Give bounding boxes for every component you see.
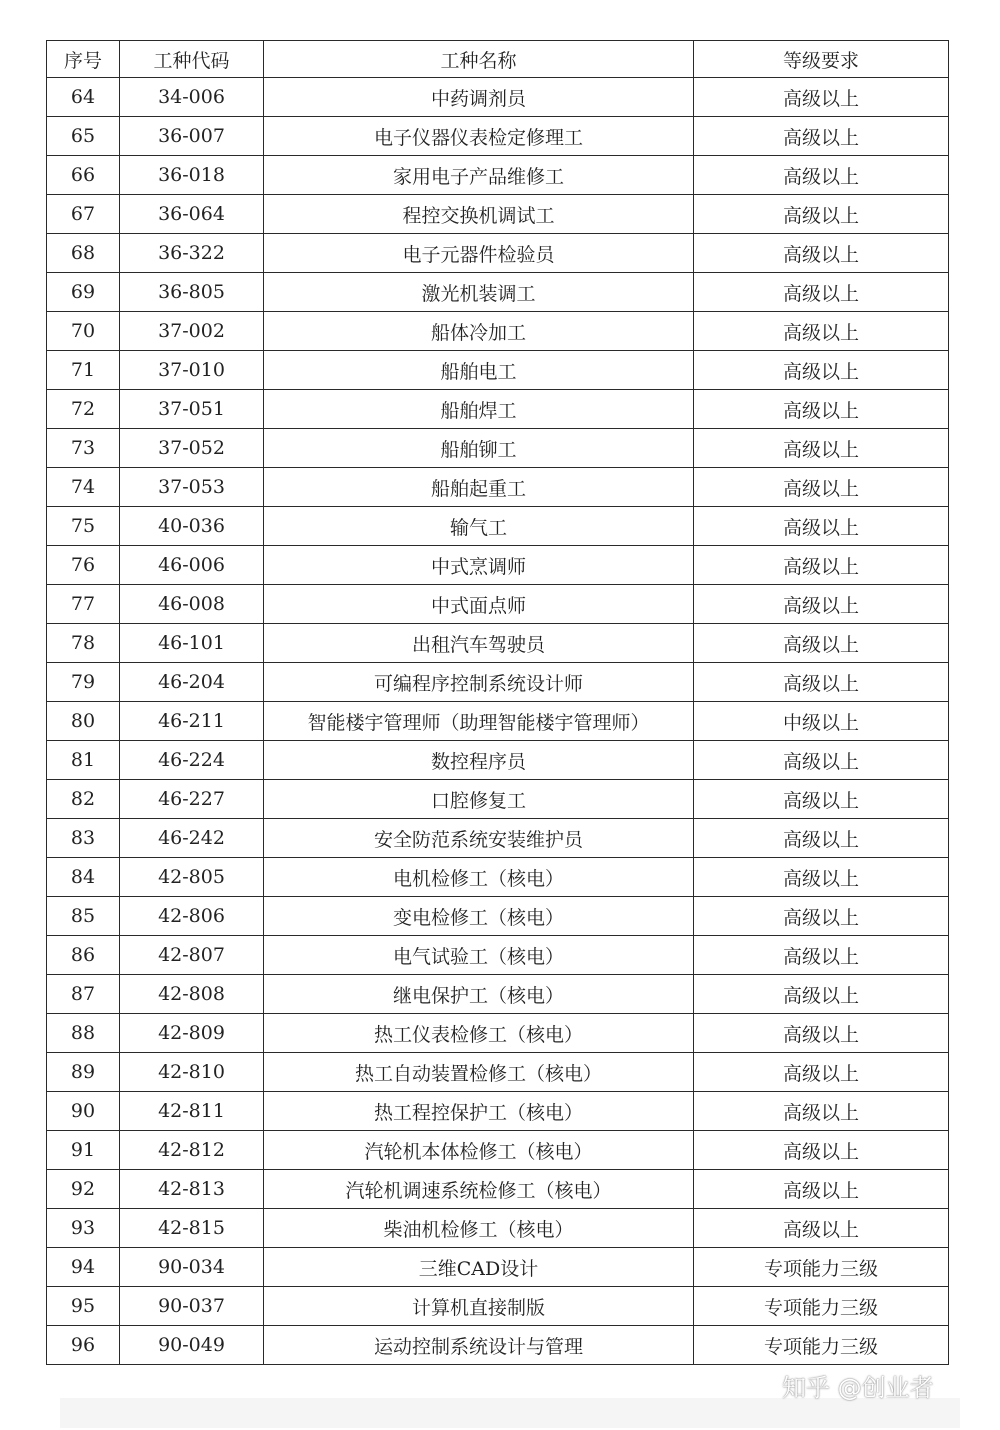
header-index: 序号 [47,41,120,78]
table-row [47,78,949,117]
cell-level: 高级以上 [694,780,949,819]
cell-code: 46-006 [120,546,264,585]
cell-index: 86 [47,936,120,975]
cell-code: 42-810 [120,1053,264,1092]
cell-name: 输气工 [264,507,694,546]
cell-code: 42-808 [120,975,264,1014]
cell-name: 汽轮机本体检修工（核电） [264,1131,694,1170]
cell-name: 电气试验工（核电） [264,936,694,975]
cell-level: 高级以上 [694,936,949,975]
table-row [47,663,949,702]
cell-code: 46-008 [120,585,264,624]
cell-level: 高级以上 [694,624,949,663]
cell-level: 高级以上 [694,663,949,702]
table-row [47,234,949,273]
cell-level: 高级以上 [694,468,949,507]
table-row [47,1170,949,1209]
cell-name: 程控交换机调试工 [264,195,694,234]
cell-level: 高级以上 [694,312,949,351]
cell-index: 75 [47,507,120,546]
table-row [47,1053,949,1092]
table-row [47,390,949,429]
cell-index: 65 [47,117,120,156]
table-row [47,1092,949,1131]
table-row [47,117,949,156]
cell-level: 高级以上 [694,351,949,390]
table-row [47,1287,949,1326]
cell-code: 90-037 [120,1287,264,1326]
cell-level: 专项能力三级 [694,1287,949,1326]
table-row [47,429,949,468]
cell-index: 72 [47,390,120,429]
cell-index: 78 [47,624,120,663]
cell-code: 36-805 [120,273,264,312]
cell-name: 口腔修复工 [264,780,694,819]
table-row [47,975,949,1014]
cell-name: 中式面点师 [264,585,694,624]
table-row [47,702,949,741]
cell-index: 84 [47,858,120,897]
cell-index: 93 [47,1209,120,1248]
table-row [47,897,949,936]
cell-name: 家用电子产品维修工 [264,156,694,195]
cell-level: 高级以上 [694,975,949,1014]
table-row [47,819,949,858]
cell-name: 船舶铆工 [264,429,694,468]
cell-level: 高级以上 [694,1014,949,1053]
cell-code: 46-242 [120,819,264,858]
cell-level: 中级以上 [694,702,949,741]
cell-index: 67 [47,195,120,234]
cell-level: 高级以上 [694,1092,949,1131]
cell-code: 46-227 [120,780,264,819]
cell-index: 77 [47,585,120,624]
cell-code: 36-007 [120,117,264,156]
cell-index: 79 [47,663,120,702]
cell-code: 42-815 [120,1209,264,1248]
cell-name: 中式烹调师 [264,546,694,585]
table-body [47,78,949,1365]
cell-level: 高级以上 [694,546,949,585]
table-row [47,624,949,663]
cell-name: 汽轮机调速系统检修工（核电） [264,1170,694,1209]
cell-code: 37-051 [120,390,264,429]
header-code: 工种代码 [120,41,264,78]
table-row [47,858,949,897]
cell-level: 专项能力三级 [694,1248,949,1287]
cell-name: 船舶起重工 [264,468,694,507]
table-row [47,1131,949,1170]
table-row [47,1209,949,1248]
table-row [47,1326,949,1365]
cell-index: 70 [47,312,120,351]
cell-name: 可编程序控制系统设计师 [264,663,694,702]
cell-name: 电子元器件检验员 [264,234,694,273]
table-row [47,936,949,975]
cell-level: 高级以上 [694,390,949,429]
cell-level: 高级以上 [694,273,949,312]
cell-level: 专项能力三级 [694,1326,949,1365]
cell-code: 36-322 [120,234,264,273]
cell-index: 87 [47,975,120,1014]
table-row [47,156,949,195]
cell-index: 66 [47,156,120,195]
cell-code: 90-034 [120,1248,264,1287]
cell-index: 69 [47,273,120,312]
cell-code: 46-224 [120,741,264,780]
cell-level: 高级以上 [694,117,949,156]
cell-level: 高级以上 [694,507,949,546]
cell-level: 高级以上 [694,819,949,858]
cell-level: 高级以上 [694,1131,949,1170]
cell-index: 88 [47,1014,120,1053]
cell-name: 船舶电工 [264,351,694,390]
cell-name: 船体冷加工 [264,312,694,351]
cell-code: 37-052 [120,429,264,468]
cell-index: 83 [47,819,120,858]
cell-name: 热工仪表检修工（核电） [264,1014,694,1053]
cell-code: 42-807 [120,936,264,975]
cell-code: 42-813 [120,1170,264,1209]
cell-level: 高级以上 [694,741,949,780]
cell-code: 42-806 [120,897,264,936]
cell-code: 34-006 [120,78,264,117]
cell-index: 81 [47,741,120,780]
cell-code: 37-010 [120,351,264,390]
cell-index: 68 [47,234,120,273]
cell-index: 91 [47,1131,120,1170]
table-row [47,1248,949,1287]
table-header-row [47,41,949,78]
cell-level: 高级以上 [694,1170,949,1209]
cell-name: 柴油机检修工（核电） [264,1209,694,1248]
cell-name: 热工程控保护工（核电） [264,1092,694,1131]
cell-index: 92 [47,1170,120,1209]
cell-index: 73 [47,429,120,468]
cell-code: 37-002 [120,312,264,351]
cell-level: 高级以上 [694,897,949,936]
cell-index: 95 [47,1287,120,1326]
watermark-text: 知乎 @创业者 [782,1374,934,1402]
cell-code: 42-812 [120,1131,264,1170]
cell-index: 76 [47,546,120,585]
cell-level: 高级以上 [694,429,949,468]
cell-code: 42-809 [120,1014,264,1053]
cell-code: 36-018 [120,156,264,195]
cell-name: 运动控制系统设计与管理 [264,1326,694,1365]
table-row [47,741,949,780]
cell-code: 40-036 [120,507,264,546]
cell-name: 中药调剂员 [264,78,694,117]
cell-name: 电子仪器仪表检定修理工 [264,117,694,156]
cell-code: 90-049 [120,1326,264,1365]
cell-name: 出租汽车驾驶员 [264,624,694,663]
cell-level: 高级以上 [694,1209,949,1248]
cell-code: 46-101 [120,624,264,663]
cell-index: 94 [47,1248,120,1287]
cell-code: 46-211 [120,702,264,741]
table-row [47,195,949,234]
cell-index: 82 [47,780,120,819]
cell-index: 74 [47,468,120,507]
occupation-table [46,40,949,1365]
cell-name: 智能楼宇管理师（助理智能楼宇管理师） [264,702,694,741]
cell-level: 高级以上 [694,858,949,897]
cell-index: 90 [47,1092,120,1131]
cell-name: 数控程序员 [264,741,694,780]
cell-name: 三维CAD设计 [264,1248,694,1287]
cell-level: 高级以上 [694,585,949,624]
cell-index: 80 [47,702,120,741]
cell-level: 高级以上 [694,195,949,234]
cell-index: 71 [47,351,120,390]
table-row [47,546,949,585]
table-row [47,507,949,546]
cell-level: 高级以上 [694,234,949,273]
header-name: 工种名称 [264,41,694,78]
cell-name: 激光机装调工 [264,273,694,312]
cell-index: 89 [47,1053,120,1092]
table-row [47,1014,949,1053]
cell-name: 继电保护工（核电） [264,975,694,1014]
table-row [47,312,949,351]
cell-index: 85 [47,897,120,936]
cell-code: 42-805 [120,858,264,897]
cell-name: 热工自动装置检修工（核电） [264,1053,694,1092]
cell-index: 96 [47,1326,120,1365]
cell-level: 高级以上 [694,156,949,195]
cell-level: 高级以上 [694,78,949,117]
cell-name: 变电检修工（核电） [264,897,694,936]
table-row [47,351,949,390]
cell-index: 64 [47,78,120,117]
cell-code: 46-204 [120,663,264,702]
table-row [47,780,949,819]
cell-name: 船舶焊工 [264,390,694,429]
cell-level: 高级以上 [694,1053,949,1092]
table-row [47,585,949,624]
header-level: 等级要求 [694,41,949,78]
cell-name: 计算机直接制版 [264,1287,694,1326]
cell-code: 36-064 [120,195,264,234]
cell-code: 37-053 [120,468,264,507]
cell-name: 电机检修工（核电） [264,858,694,897]
cell-name: 安全防范系统安装维护员 [264,819,694,858]
table-row [47,468,949,507]
table-row [47,273,949,312]
cell-code: 42-811 [120,1092,264,1131]
